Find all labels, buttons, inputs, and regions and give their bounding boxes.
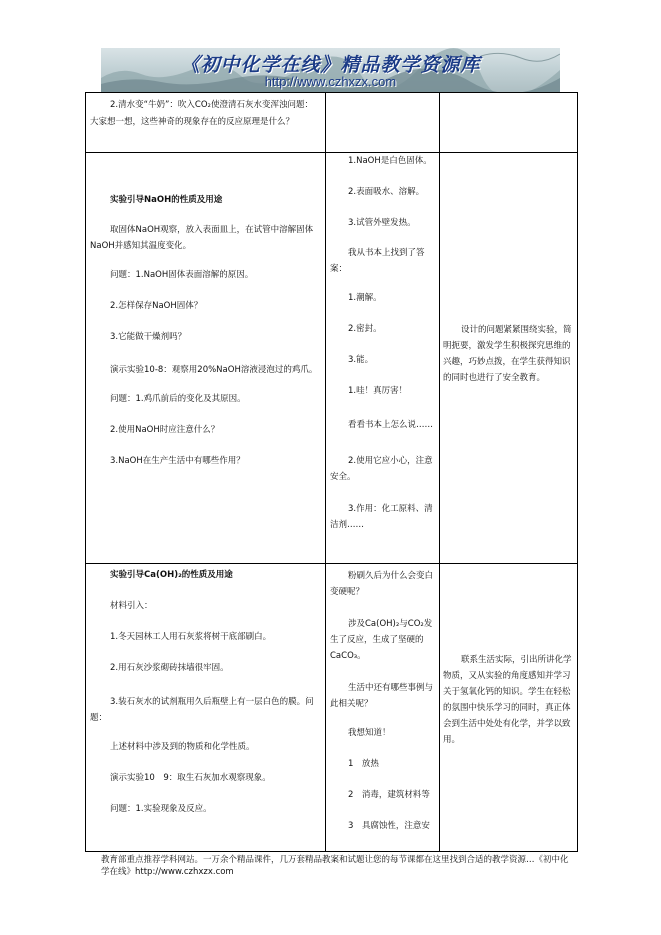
naoh-question-5: 2.使用NaOH时应注意什么？ <box>110 425 220 435</box>
naoh-procedure: 取固体NaOH观察，放入表面皿上，在试管中溶解固体NaOH并感知其温度变化。 <box>90 225 314 251</box>
section-heading-caoh2: 实验引导Ca(OH)₂的性质及用途 <box>110 570 233 580</box>
naoh-question-1: 问题：1.NaOH固体表面溶解的原因。 <box>110 270 254 280</box>
student-answer: 涉及Ca(OH)₂与CO₂发生了反应，生成了坚硬的CaCO₃。 <box>330 619 433 661</box>
student-answer: 粉刷久后为什么会变白变硬呢？ <box>330 571 434 597</box>
student-answer: 我想知道！ <box>348 728 391 738</box>
page-footer: 教育部重点推荐学科网站。一万余个精品课件，几万套精品教案和试题让您的每节课都在这里找到合适的教学资源…《初中化学在线》http://www.czhxzx.com <box>101 855 569 877</box>
naoh-demo: 演示实验10-8：观察用20%NaOH溶液浸泡过的鸡爪。 <box>110 365 318 375</box>
student-answer: 3.能。 <box>348 355 374 365</box>
student-answer: 2.表面吸水、溶解。 <box>348 187 425 197</box>
student-answer: 2.密封。 <box>348 324 382 334</box>
row2-student-activity <box>330 156 434 533</box>
naoh-question-3: 3.它能做干燥剂吗？ <box>110 332 187 342</box>
row3-student-activity <box>330 568 434 832</box>
naoh-question-2: 2.怎样保存NaOH固体？ <box>110 301 203 311</box>
student-answer: 2.使用它应小心，注意安全。 <box>330 456 433 482</box>
design-intent-text: 联系生活实际，引出所讲化学物质，又从实验的角度感知并学习关于氢氧化钙的知识。学生在轻松的氛围中快乐学习的同时，真正体会到生活中处处有化学，并学以致用。 <box>443 655 572 745</box>
banner-url[interactable]: http://www.czhxzx.com <box>264 74 397 89</box>
student-answer: 1.潮解。 <box>348 293 382 303</box>
row1-teacher-activity <box>90 97 320 131</box>
student-answer: 3.作用：化工原料、清洁剂…… <box>330 504 433 530</box>
design-intent-text: 设计的问题紧紧围绕实验，简明扼要，激发学生积极探究思维的兴趣，巧妙点拨，在学生获得知识的同时也进行了安全教育。 <box>443 325 572 383</box>
naoh-question-6: 3.NaOH在生产生活中有哪些作用？ <box>110 456 245 466</box>
banner-title: 《初中化学在线》精品教学资源库 <box>180 54 481 76</box>
caoh2-question: 上述材料中涉及到的物质和化学性质。 <box>110 742 255 752</box>
material-intro: 材料引入： <box>110 601 153 611</box>
row2-design-intent <box>443 322 574 386</box>
lesson-table <box>85 92 578 852</box>
row2-teacher-activity <box>90 195 320 467</box>
student-answer: 3 具腐蚀性，注意安 <box>348 821 430 831</box>
student-answer: 看看书本上怎么说…… <box>348 420 434 430</box>
naoh-question-4: 问题：1.鸡爪前后的变化及其原因。 <box>110 394 246 404</box>
row3-design-intent <box>443 652 574 748</box>
material-1: 1.冬天园林工人用石灰浆将树干底部刷白。 <box>110 632 272 642</box>
material-3: 3.装石灰水的试剂瓶用久后瓶壁上有一层白色的膜。问题： <box>90 697 314 723</box>
student-answer: 1.NaOH是白色固体。 <box>348 156 432 166</box>
student-answer: 3.试管外壁发热。 <box>348 218 416 228</box>
student-answer: 生活中还有哪些事例与此相关呢？ <box>330 683 434 709</box>
student-answer: 我从书本上找到了答案： <box>330 248 425 274</box>
row3-teacher-activity <box>90 570 320 815</box>
student-answer: 1.哇！真厉害！ <box>348 386 408 396</box>
header-banner <box>101 48 560 92</box>
caoh2-demo: 演示实验10 9：取生石灰加水观察现象。 <box>110 773 271 783</box>
section-heading-naoh: 实验引导NaOH的性质及用途 <box>110 195 223 205</box>
student-answer: 2 消毒，建筑材料等 <box>348 790 430 800</box>
material-2: 2.用石灰沙浆砌砖抹墙很牢固。 <box>110 663 229 673</box>
student-answer: 1 放热 <box>348 759 379 769</box>
caoh2-question-1: 问题：1.实验现象及反应。 <box>110 804 212 814</box>
row1-text: 2.清水变“牛奶”：吹入CO₂使澄清石灰水变浑浊问题：大家想一想，这些神奇的现象存在的反应原理是什么？ <box>90 100 313 127</box>
